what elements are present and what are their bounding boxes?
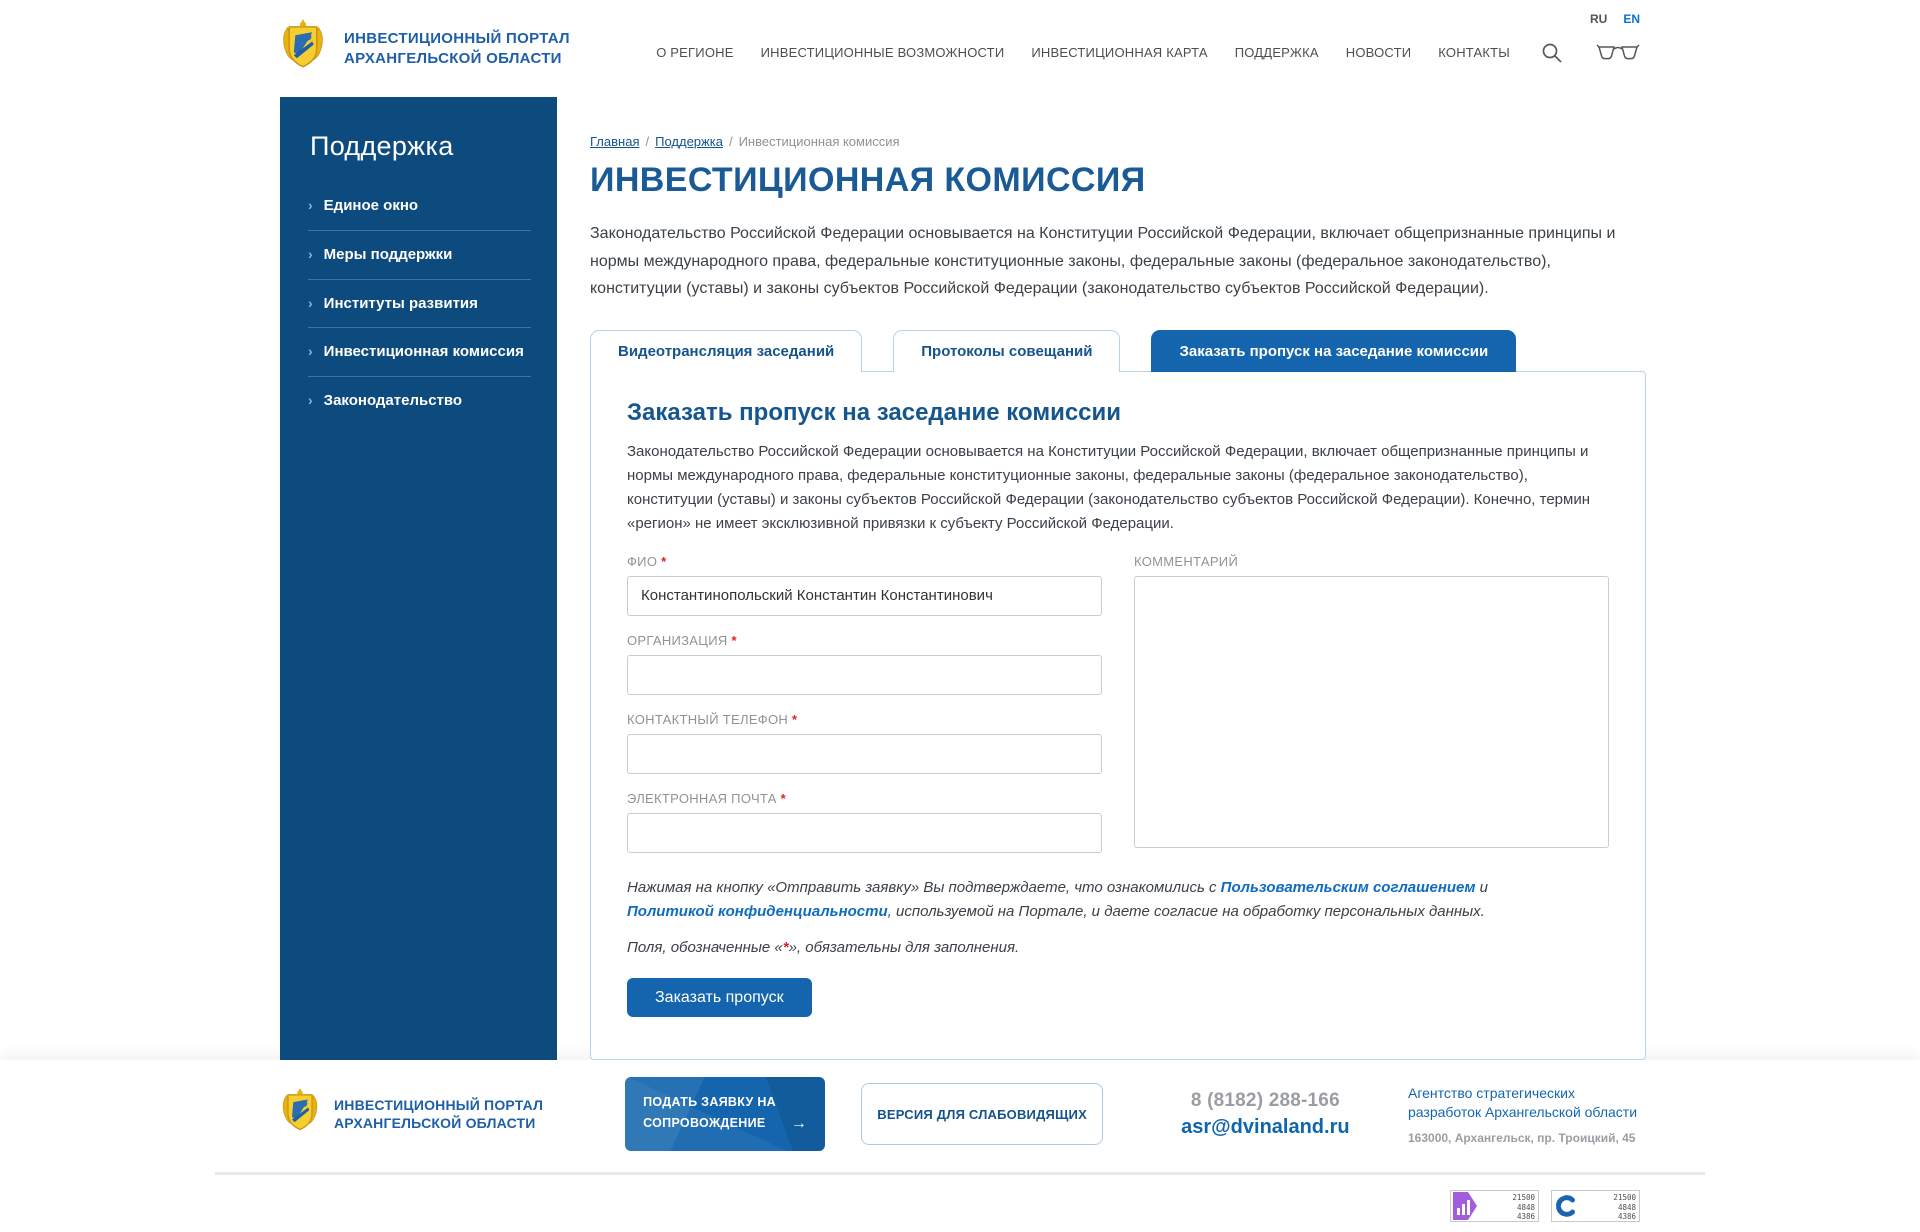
- main-nav: [656, 34, 1640, 64]
- sidebar-item-development-institutes[interactable]: [308, 280, 531, 329]
- tab-video-broadcast[interactable]: Видеотрансляция заседаний: [590, 330, 862, 372]
- apply-button-line1: ПОДАТЬ ЗАЯВКУ НА: [643, 1094, 776, 1109]
- chevron-right-icon: ›: [308, 294, 313, 311]
- form-left-column: [627, 554, 1102, 870]
- sidebar-title: Поддержка: [310, 131, 454, 161]
- nav-item-contacts[interactable]: КОНТАКТЫ: [1438, 45, 1510, 60]
- language-switcher: [1590, 12, 1640, 26]
- terms-of-use-link[interactable]: Пользовательским соглашением: [1220, 878, 1476, 896]
- form-description: Законодательство Российской Федерации основывается на Конституции Российской Федерации, включает общепризнанные принципы и нормы международного права, федеральные конституционные законы, федеральные законы (федеральное законодательство), конституции (уставы) и законы субъектов Российской Федерации (законодательство субъектов Российской Федерации). Конечно, термин «регион» не имеет эксклюзивной привязки к субъекту Российской Федерации.: [627, 442, 1591, 532]
- site-footer: [0, 1060, 1920, 1232]
- organization-input[interactable]: [627, 655, 1102, 695]
- nav-item-opportunities[interactable]: ИНВЕСТИЦИОННЫЕ ВОЗМОЖНОСТИ: [760, 45, 1005, 60]
- sidebar-item-label: Единое окно: [323, 197, 419, 214]
- required-asterisk: *: [780, 790, 786, 806]
- tab-order-pass[interactable]: Заказать пропуск на заседание комиссии: [1151, 330, 1516, 372]
- apply-button-line2: СОПРОВОЖДЕНИЕ: [643, 1116, 766, 1131]
- email-label: ЭЛЕКТРОННАЯ ПОЧТА *: [627, 790, 786, 806]
- nav-item-news[interactable]: НОВОСТИ: [1345, 45, 1412, 60]
- sputnik-counter-icon: [1552, 1191, 1579, 1221]
- site-header: [0, 0, 1920, 97]
- required-asterisk: *: [782, 939, 789, 957]
- footer-divider: [215, 1172, 1705, 1175]
- breadcrumb-separator: /: [645, 134, 650, 149]
- fio-label: ФИО *: [627, 553, 667, 569]
- comment-field-group: [1134, 554, 1609, 853]
- sidebar-item-single-window[interactable]: [308, 182, 531, 231]
- agency-name-link[interactable]: Агентство стратегических разработок Архангельской области: [1408, 1084, 1638, 1120]
- fio-field-group: [627, 554, 1102, 616]
- logo-line2: АРХАНГЕЛЬСКОЙ ОБЛАСТИ: [344, 49, 562, 67]
- visit-counters: [280, 1190, 1640, 1232]
- search-icon[interactable]: [1541, 42, 1563, 64]
- nav-item-region[interactable]: О РЕГИОНЕ: [656, 45, 734, 60]
- chevron-right-icon: ›: [308, 197, 313, 213]
- breadcrumb: [590, 134, 1646, 149]
- comment-textarea[interactable]: [1134, 576, 1609, 848]
- email-field-group: [627, 791, 1102, 853]
- required-asterisk: *: [661, 553, 667, 569]
- sidebar-item-label: Инвестиционная комиссия: [323, 343, 524, 361]
- visually-impaired-version-button[interactable]: ВЕРСИЯ ДЛЯ СЛАБОВИДЯЩИХ: [861, 1083, 1103, 1145]
- nav-item-support[interactable]: ПОДДЕРЖКА: [1234, 45, 1319, 60]
- sidebar-menu: [308, 182, 531, 425]
- lang-ru-link[interactable]: RU: [1589, 12, 1608, 26]
- logo-line1: ИНВЕСТИЦИОННЫЙ ПОРТАЛ: [344, 30, 570, 47]
- coat-of-arms-icon: [280, 18, 326, 79]
- required-asterisk: *: [792, 711, 798, 727]
- agency-address: 163000, Архангельск, пр. Троицкий, 45: [1408, 1130, 1636, 1145]
- apply-support-button[interactable]: [625, 1077, 825, 1151]
- agency-info: [1408, 1084, 1640, 1145]
- phone-input[interactable]: [627, 734, 1102, 774]
- breadcrumb-home-link[interactable]: Главная: [590, 134, 640, 149]
- breadcrumb-support-link[interactable]: Поддержка: [655, 134, 723, 149]
- lang-en-link[interactable]: EN: [1623, 12, 1640, 26]
- page-intro: Законодательство Российской Федерации основывается на Конституции Российской Федерации, включает общепризнанные принципы и нормы международного права, федеральные конституционные законы, федеральные законы (федеральное законодательство), конституции (уставы) и законы субъектов Российской Федерации (законодательство субъектов Российской Федерации).: [590, 225, 1616, 298]
- sidebar-item-legislation[interactable]: [308, 377, 531, 425]
- order-pass-form: [627, 554, 1609, 870]
- footer-logo-line1: ИНВЕСТИЦИОННЫЙ ПОРТАЛ: [334, 1096, 544, 1113]
- page-title: ИНВЕСТИЦИОННАЯ КОМИССИЯ: [590, 161, 1146, 199]
- chevron-right-icon: ›: [308, 343, 313, 360]
- phone-label: КОНТАКТНЫЙ ТЕЛЕФОН *: [627, 711, 798, 727]
- coat-of-arms-icon: [280, 1087, 320, 1141]
- order-pass-panel: [590, 371, 1646, 1061]
- counter-values: 21500 4848 4386: [1512, 1193, 1535, 1222]
- email-input[interactable]: [627, 813, 1102, 853]
- organization-label: ОРГАНИЗАЦИЯ *: [627, 632, 737, 648]
- breadcrumb-current: Инвестиционная комиссия: [738, 134, 900, 149]
- nav-item-map[interactable]: ИНВЕСТИЦИОННАЯ КАРТА: [1031, 45, 1208, 60]
- required-asterisk: *: [731, 632, 737, 648]
- organization-field-group: [627, 633, 1102, 695]
- sidebar-item-label: Институты развития: [323, 294, 478, 312]
- accessibility-glasses-icon[interactable]: [1596, 43, 1640, 63]
- breadcrumb-separator: /: [728, 134, 733, 149]
- comment-label: КОММЕНТАРИЙ: [1134, 553, 1239, 569]
- chevron-right-icon: ›: [308, 245, 313, 262]
- counter-values: 21500 4848 4386: [1613, 1193, 1636, 1222]
- required-fields-note: Поля, обозначенные «*», обязательны для заполнения.: [627, 939, 1020, 957]
- sputnik-counter-badge[interactable]: [1551, 1190, 1640, 1222]
- footer-phone: 8 (8182) 288-166: [1190, 1089, 1340, 1111]
- agreement-text: Нажимая на кнопку «Отправить заявку» Вы подтверждаете, что ознакомились с Пользовательским соглашением и Политикой конфиденциальности, используемой на Портале, и даете согласие на обработку персональных данных.: [627, 878, 1488, 920]
- phone-field-group: [627, 712, 1102, 774]
- content-area: [280, 97, 1640, 1060]
- tab-bar: [590, 330, 1646, 371]
- footer-logo[interactable]: [280, 1087, 543, 1141]
- sidebar-item-investment-commission[interactable]: [308, 328, 531, 377]
- metrika-counter-badge[interactable]: [1450, 1190, 1539, 1222]
- yandex-metrika-icon: [1451, 1191, 1478, 1221]
- tab-meeting-protocols[interactable]: Протоколы совещаний: [893, 330, 1120, 372]
- main-content: [557, 97, 1646, 1060]
- chevron-right-icon: ›: [308, 392, 313, 408]
- fio-input[interactable]: [627, 576, 1102, 616]
- sidebar-item-label: Меры поддержки: [323, 245, 453, 263]
- footer-logo-line2: АРХАНГЕЛЬСКОЙ ОБЛАСТИ: [334, 1115, 536, 1132]
- support-sidebar: [280, 97, 557, 1060]
- form-heading: Заказать пропуск на заседание комиссии: [627, 398, 1122, 426]
- sidebar-item-support-measures[interactable]: [308, 231, 531, 280]
- form-right-column: [1134, 554, 1609, 870]
- site-logo[interactable]: [280, 18, 570, 79]
- footer-email-link[interactable]: asr@dvinaland.ru: [1181, 1115, 1350, 1138]
- arrow-right-icon: →: [790, 1114, 808, 1132]
- privacy-policy-link[interactable]: Политикой конфиденциальности: [627, 902, 888, 920]
- footer-contacts: [1181, 1090, 1349, 1139]
- order-pass-submit-button[interactable]: Заказать пропуск: [627, 978, 812, 1017]
- sidebar-item-label: Законодательство: [323, 392, 463, 409]
